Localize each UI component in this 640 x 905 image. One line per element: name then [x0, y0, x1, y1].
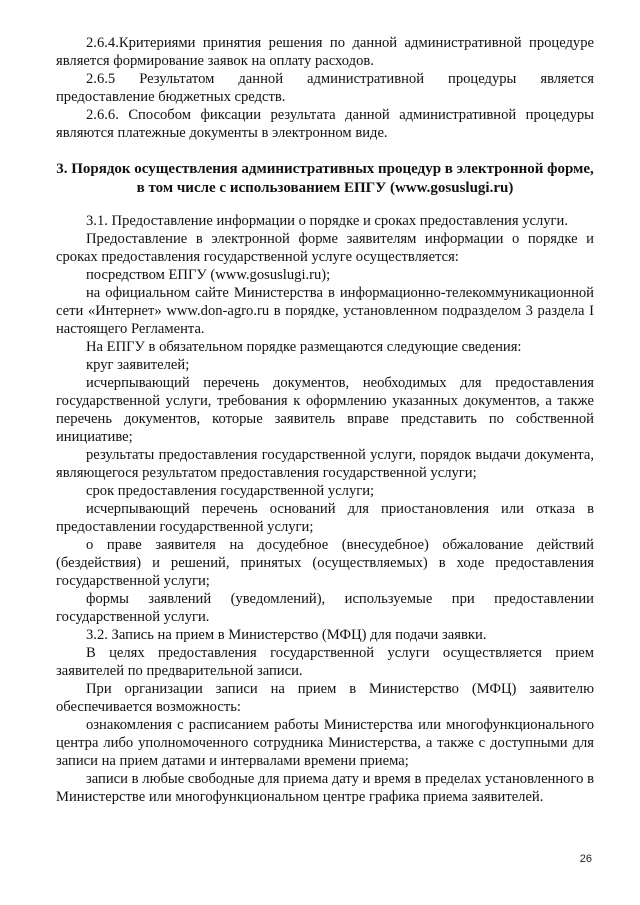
paragraph-documents-list: исчерпывающий перечень документов, необходимых для предоставления государственной услуги, требования к оформлению указанных документов, а также перечень документов, которые заявитель вправе представить по собственной инициативе; [56, 375, 594, 445]
paragraph-record-organization: При организации записи на прием в Министерство (МФЦ) заявителю обеспечивается возможность: [56, 681, 594, 715]
paragraph-2-6-6: 2.6.6. Способом фиксации результата данной административной процедуры являются платежные документы в электронном виде. [56, 107, 594, 141]
paragraph-suspension-grounds: исчерпывающий перечень оснований для приостановления или отказа в предоставлении государственной услуги; [56, 501, 594, 535]
paragraph-results: результаты предоставления государственной услуги, порядок выдачи документа, являющегося результатом предоставления государственной услуги; [56, 447, 594, 481]
paragraph-applicants: круг заявителей; [86, 357, 190, 373]
section-heading: 3. Порядок осуществления административных процедур в электронной форме, в том числе с использованием ЕПГУ (www.gosuslugi.ru) [56, 161, 594, 196]
paragraph-term: срок предоставления государственной услуги; [86, 483, 375, 499]
paragraph-2-6-5: 2.6.5 Результатом данной административной процедуры является предоставление бюджетных средств. [56, 71, 594, 105]
page-number: 26 [579, 853, 592, 865]
paragraph-3-1: 3.1. Предоставление информации о порядке и сроках предоставления услуги. [86, 213, 568, 229]
paragraph-schedule-familiarization: ознакомления с расписанием работы Министерства или многофункционального центра либо уполномоченного сотрудника Министерства, а также с доступными для записи на прием датами и интервалами времени приема; [56, 717, 594, 769]
paragraph-official-site: на официальном сайте Министерства в информационно-телекоммуникационной сети «Интернет» www.don-agro.ru в порядке, установленном подразделом 3 раздела I настоящего Регламента. [56, 285, 594, 337]
paragraph-preliminary-record: В целях предоставления государственной услуги осуществляется прием заявителей по предварительной записи. [56, 645, 594, 679]
document-page [56, 34, 594, 806]
paragraph-free-dates: записи в любые свободные для приема дату и время в пределах установленного в Министерстве или многофункциональном центре графика приема заявителей. [56, 771, 594, 805]
paragraph-2-6-4: 2.6.4.Критериями принятия решения по данной административной процедуре является формирование заявок на оплату расходов. [56, 35, 594, 69]
paragraph-appeal-right: о праве заявителя на досудебное (внесудебное) обжалование действий (бездействия) и решений, принятых (осуществляемых) в ходе предоставления государственной услуги; [56, 537, 594, 589]
paragraph-forms: формы заявлений (уведомлений), используемые при предоставлении государственной услуги. [56, 591, 594, 625]
paragraph-3-2: 3.2. Запись на прием в Министерство (МФЦ) для подачи заявки. [86, 627, 487, 643]
paragraph-via-epgu: посредством ЕПГУ (www.gosuslugi.ru); [86, 267, 331, 283]
paragraph-epgu-info: На ЕПГУ в обязательном порядке размещаются следующие сведения: [86, 339, 522, 355]
paragraph-electronic-info: Предоставление в электронной форме заявителям информации о порядке и сроках предоставления государственной услуге осуществляется: [56, 231, 594, 265]
